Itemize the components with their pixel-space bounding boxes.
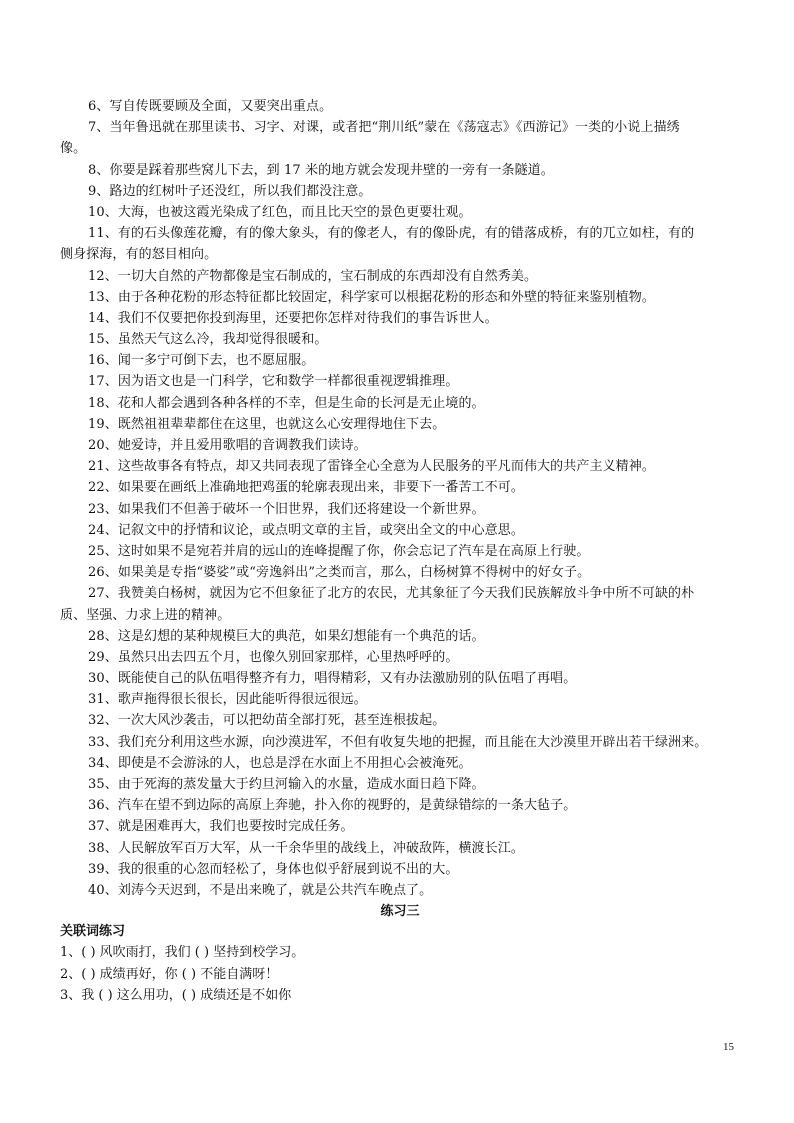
sentence-28: 28、这是幻想的某种规模巨大的典范，如果幻想能有一个典范的话。 (88, 628, 485, 644)
sentence-13: 13、由于各种花粉的形态特征都比较固定，科学家可以根据花粉的形态和外壁的特征来鉴别植物。 (88, 289, 655, 305)
sentence-17: 17、因为语文也是一门科学，它和数学一样都很重视逻辑推理。 (88, 374, 459, 390)
sentence-32: 32、一次大风沙袭击，可以把幼苗全部打死，甚至连根拔起。 (88, 713, 446, 729)
sentence-19: 19、既然祖祖辈辈都住在这里，也就这么心安理得地住下去。 (88, 416, 446, 432)
sentence-14: 14、我们不仅要把你投到海里，还要把你怎样对待我们的事告诉世人。 (88, 310, 498, 326)
sentence-24: 24、记叙文中的抒情和议论，或点明文章的主旨，或突出全文的中心意思。 (88, 522, 524, 538)
sentence-18: 18、花和人都会遇到各种各样的不幸，但是生命的长河是无止境的。 (88, 395, 485, 411)
sentence-31: 31、歌声拖得很长很长，因此能听得很远很远。 (88, 692, 367, 708)
sentence-34: 34、即使是不会游泳的人，也总是浮在水面上不用担心会被淹死。 (88, 755, 472, 771)
sentence-9: 9、路边的红树叶子还没红，所以我们都没注意。 (88, 183, 372, 199)
sentence-36: 36、汽车在望不到边际的高原上奔驰，扑入你的视野的，是黄绿错综的一条大毡子。 (88, 798, 577, 814)
sentence-25: 25、这时如果不是宛若并肩的远山的连峰提醒了你，你会忘记了汽车是在高原上行驶。 (88, 543, 590, 559)
exercise-item-2: 2、( ) 成绩再好，你 ( ) 不能自满呀！ (60, 966, 279, 982)
sentence-7-cont: 像。 (60, 141, 87, 157)
sentence-16: 16、闻一多宁可倒下去，也不愿屈服。 (88, 353, 315, 369)
page-number: 15 (723, 1041, 734, 1053)
sentence-10: 10、大海，也被这霞光染成了红色，而且比天空的景色更要壮观。 (88, 204, 472, 220)
sentence-26: 26、如果美是专指“婆娑”或“旁逸斜出”之类而言，那么，白杨树算不得树中的好女子。 (88, 565, 591, 581)
sentence-8: 8、你要是踩着那些窝儿下去，到 17 米的地方就会发现井壁的一旁有一条隧道。 (88, 162, 554, 178)
sentence-6: 6、写自传既要顾及全面，又要突出重点。 (88, 99, 333, 114)
sentence-38: 38、人民解放军百万大军，从一千余华里的战线上，冲破敌阵，横渡长江。 (88, 840, 524, 856)
section-title: 练习三 (380, 904, 420, 920)
sentence-37: 37、就是困难再大，我们也要按时完成任务。 (88, 819, 354, 835)
sentence-40: 40、刘涛今天迟到，不是出来晚了，就是公共汽车晚点了。 (88, 882, 433, 898)
sentence-20: 20、她爱诗，并且爱用歌唱的音调教我们读诗。 (88, 438, 367, 453)
sentence-11: 11、有的石头像莲花瓣，有的像大象头，有的像老人，有的像卧虎，有的错落成桥，有的兀立如柱，有的 (88, 226, 695, 242)
sentence-30: 30、既能使自己的队伍唱得整齐有力，唱得精彩，又有办法激励别的队伍唱了再唱。 (88, 671, 577, 687)
document-body (60, 96, 740, 1007)
exercise-item-3: 3、我 ( ) 这么用功，( ) 成绩还是不如你 (60, 988, 292, 1004)
sentence-33: 33、我们充分利用这些水源，向沙漠进军，不但有收复失地的把握，而且能在大沙漠里开辟出若干绿洲来。 (88, 734, 708, 750)
sentence-11-cont: 侧身探海，有的怒目相向。 (60, 247, 218, 263)
sentence-39: 39、我的很重的心忽而轻松了，身体也似乎舒展到说不出的大。 (88, 861, 459, 877)
sentence-7: 7、当年鲁迅就在那里读书、习字、对课，或者把“荆川纸”蒙在《荡寇志》《西游记》一类的小说上描绣 (88, 120, 680, 136)
exercise-item-1: 1、( ) 风吹雨打，我们 ( ) 坚持到校学习。 (60, 945, 305, 961)
sentence-29: 29、虽然只出去四五个月，也像久别回家那样，心里热呼呼的。 (88, 649, 459, 665)
exercise-heading: 关联词练习 (60, 924, 126, 940)
sentence-35: 35、由于死海的蒸发量大于约旦河输入的水量，造成水面日趋下降。 (88, 777, 485, 792)
sentence-27: 27、我赞美白杨树，就因为它不但象征了北方的农民，尤其象征了今天我们民族解放斗争中所不可缺的朴 (88, 586, 695, 602)
sentence-12: 12、一切大自然的产物都像是宝石制成的，宝石制成的东西却没有自然秀美。 (88, 268, 538, 284)
sentence-21: 21、这些故事各有特点，却又共同表现了雷锋全心全意为人民服务的平凡而伟大的共产主义精神。 (88, 459, 655, 475)
sentence-27-cont: 质、坚强、力求上进的精神。 (60, 607, 231, 623)
sentence-23: 23、如果我们不但善于破坏一个旧世界，我们还将建设一个新世界。 (88, 501, 485, 517)
sentence-15: 15、虽然天气这么冷，我却觉得很暖和。 (88, 332, 328, 348)
sentence-22: 22、如果要在画纸上准确地把鸡蛋的轮廓表现出来，非要下一番苦工不可。 (88, 480, 524, 496)
